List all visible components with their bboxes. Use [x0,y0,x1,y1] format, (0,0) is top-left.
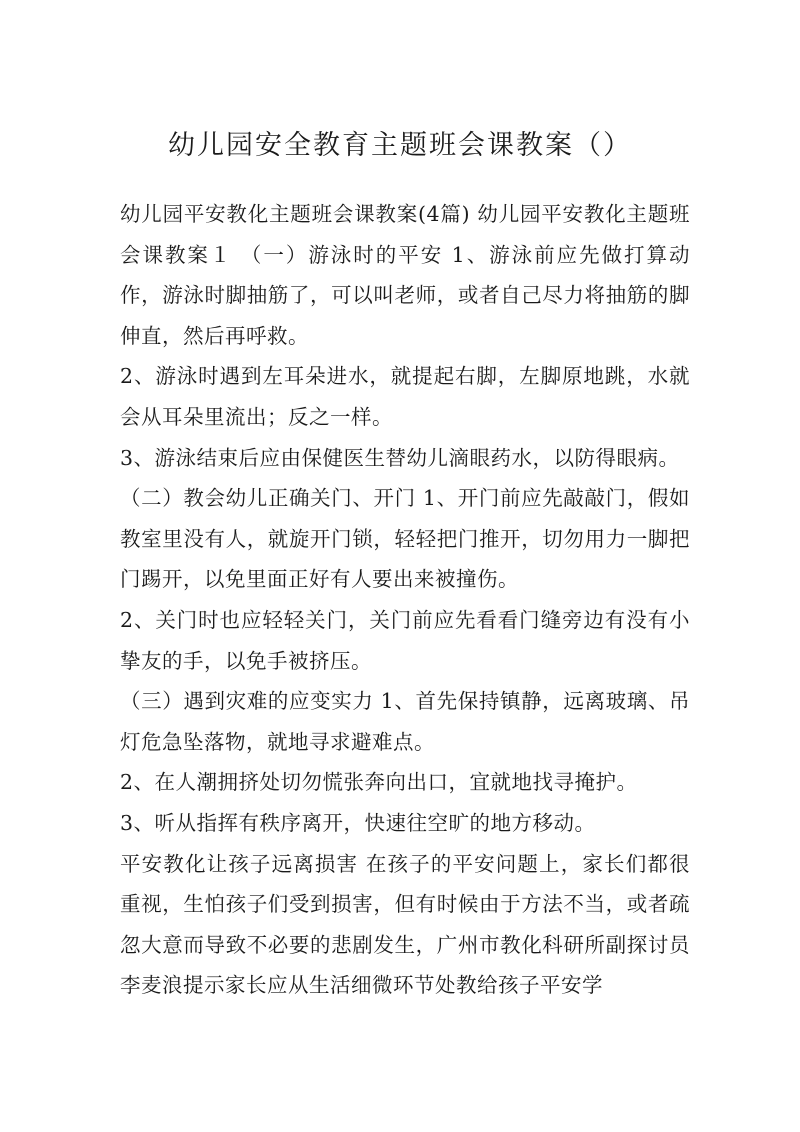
paragraph: 2、关门时也应轻轻关门，关门前应先看看门缝旁边有没有小挚友的手，以免手被挤压。 [120,607,690,673]
document-body [120,194,690,1006]
paragraph: 2、在人潮拥挤处切勿慌张奔向出口，宜就地找寻掩护。 [120,770,638,795]
paragraph: 幼儿园平安教化主题班会课教案(4篇) 幼儿园平安教化主题班会课教案１ （一）游泳时的平安 1、游泳前应先做打算动作，游泳时脚抽筋了，可以叫老师，或者自己尽力将抽筋的脚伸直，然后再呼救。 [120,202,690,348]
paragraph: 2、游泳时遇到左耳朵进水，就提起右脚，左脚原地跳，水就会从耳朵里流出；反之一样。 [120,364,690,429]
document-title: 幼儿园安全教育主题班会课教案（） [168,130,632,161]
paragraph: 平安教化让孩子远离损害 在孩子的平安问题上，家长们都很重视，生怕孩子们受到损害，但有时候由于方法不当，或者疏忽大意而导致不必要的悲剧发生，广州市教化科研所副探讨员李麦浪提示家长应从生活细微环节处教给孩子平安学 [120,851,690,998]
paragraph: 3、游泳结束后应由保健医生替幼儿滴眼药水，以防得眼病。 [120,445,680,470]
paragraph: （三）遇到灾难的应变实力 1、首先保持镇静，远离玻璃、吊灯危急坠落物，就地寻求避难点。 [120,689,690,754]
paragraph: （二）教会幼儿正确关门、开门 1、开门前应先敲敲门，假如教室里没有人，就旋开门锁，轻轻把门推开，切勿用力一脚把门踢开，以免里面正好有人要出来被撞伤。 [120,486,690,592]
paragraph: 3、听从指挥有秩序离开，快速往空旷的地方移动。 [120,810,596,835]
